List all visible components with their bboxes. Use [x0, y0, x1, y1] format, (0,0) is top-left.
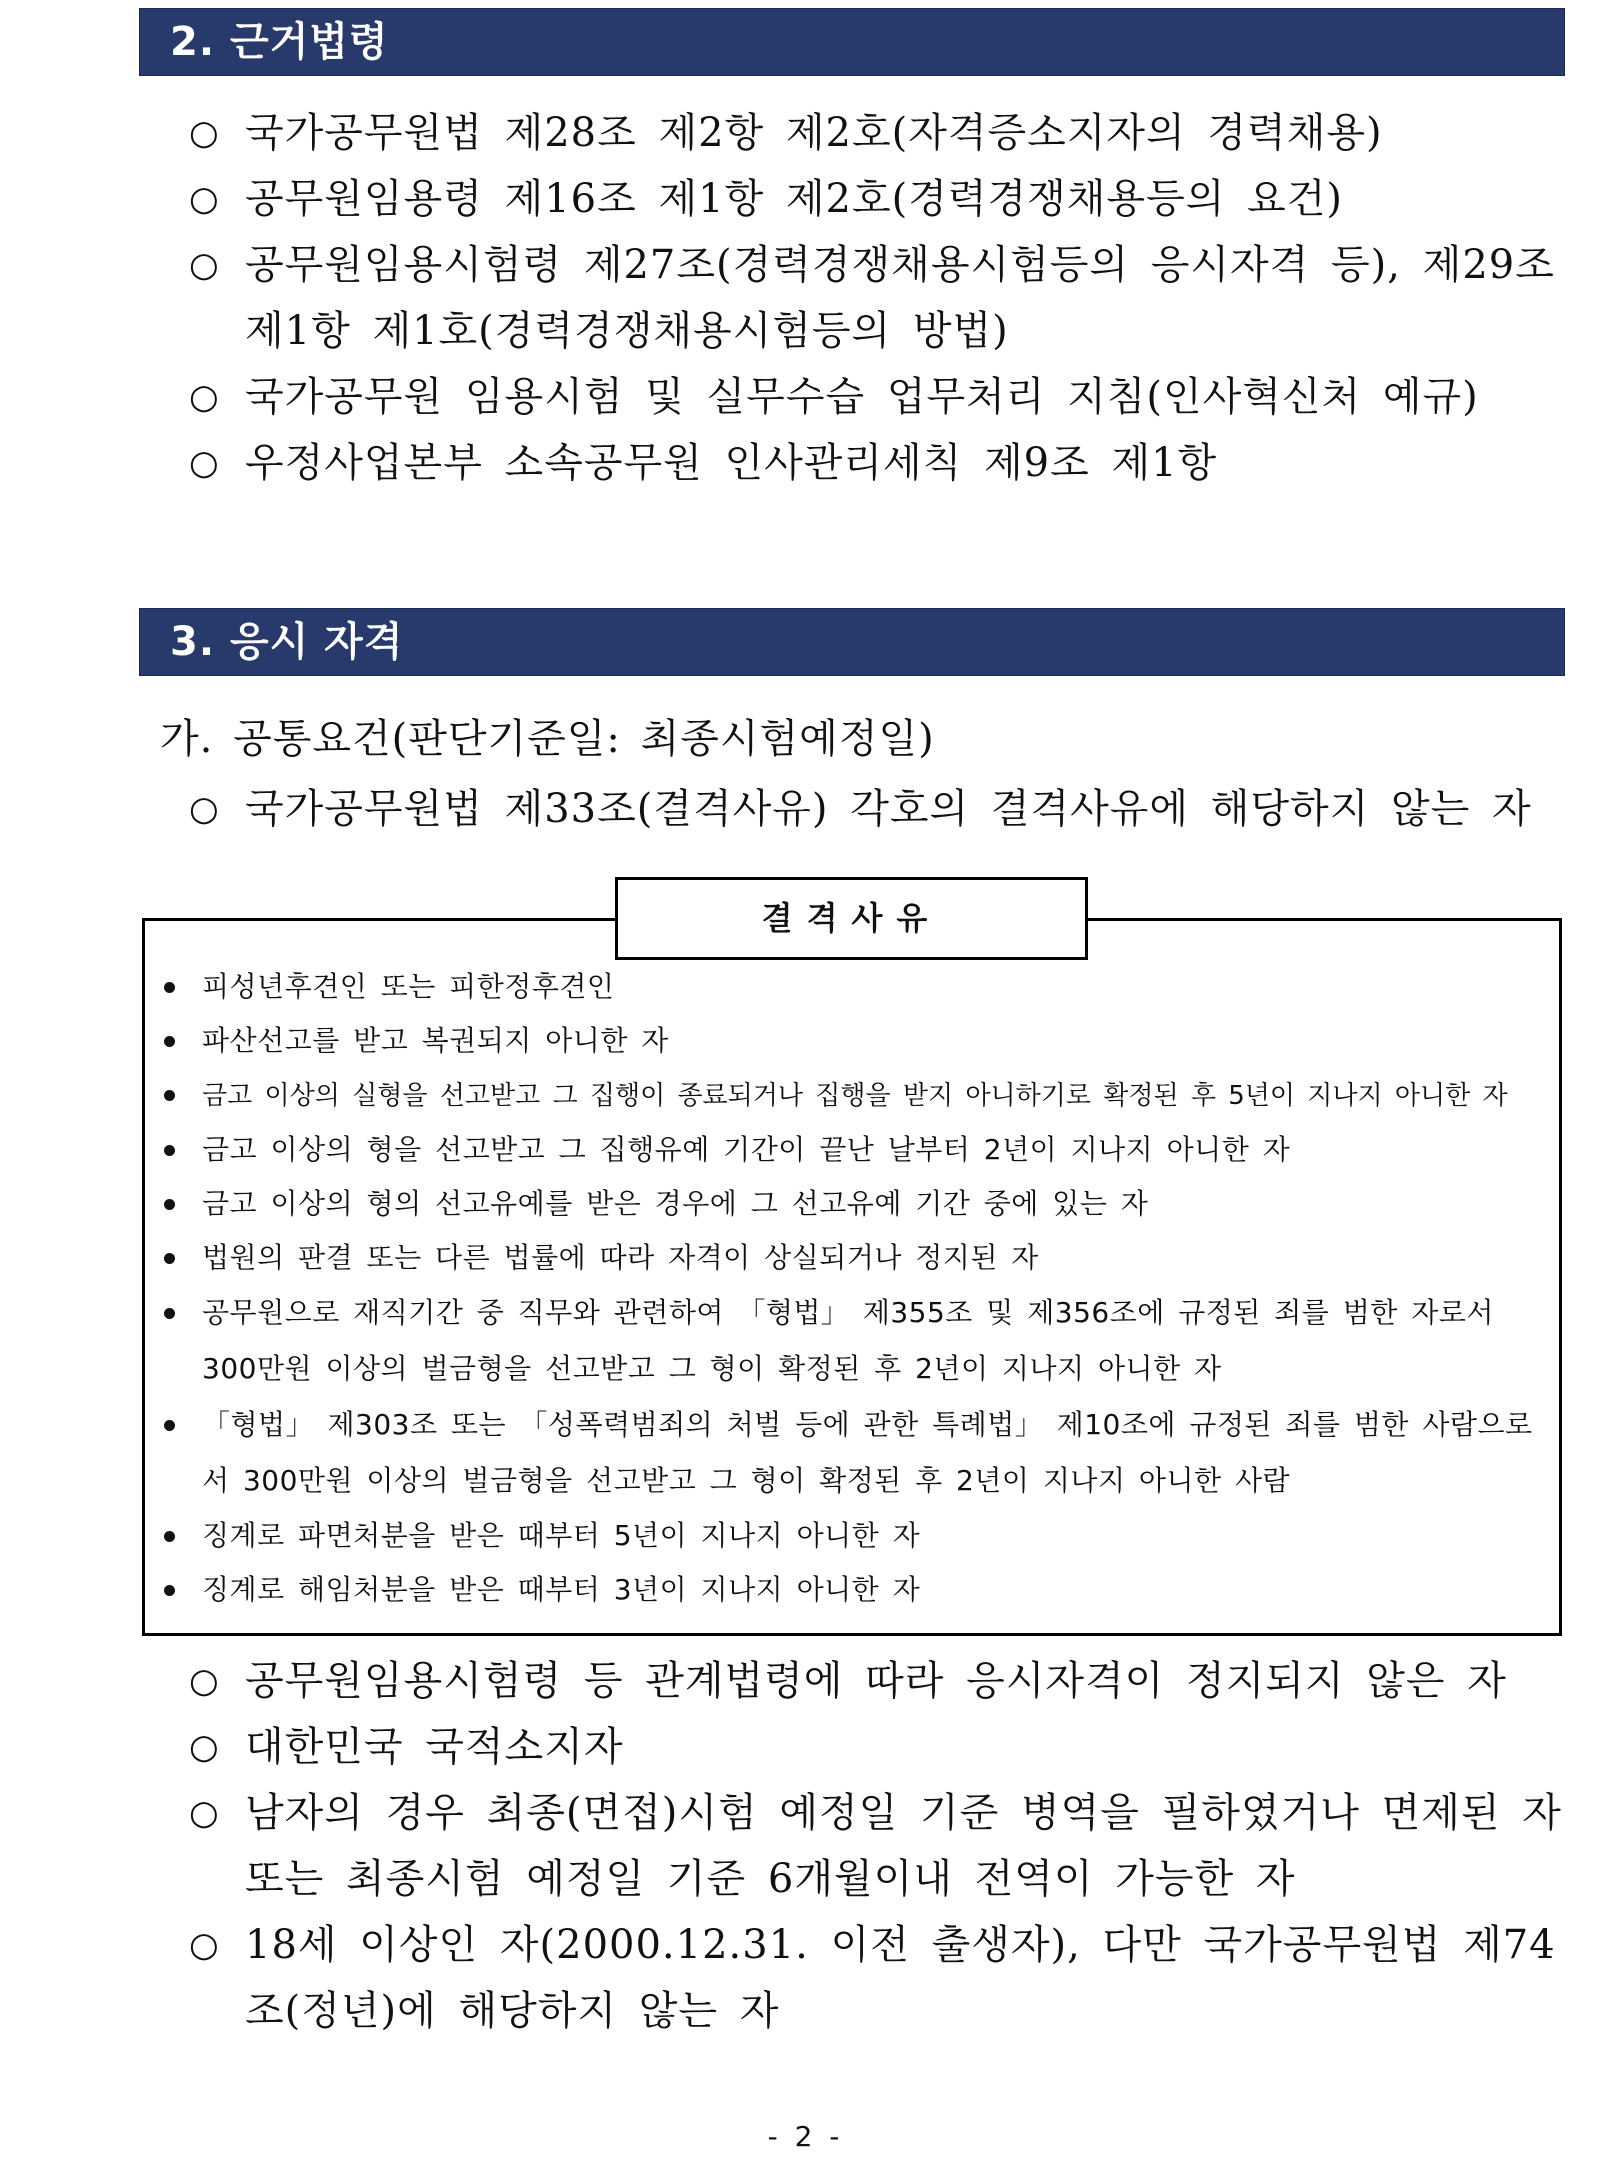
list-item [185, 364, 1565, 430]
list-item [185, 1780, 1565, 1912]
common-requirements-heading: 가. 공통요건(판단기준일: 최종시험예정일) [160, 716, 935, 762]
list-item-text: 국가공무원법 제33조(결격사유) 각호의 결격사유에 해당하지 않는 자 [245, 786, 1532, 832]
reason-text: 금고 이상의 형을 선고받고 그 집행유예 기간이 끝난 날부터 2년이 지나지 아니한 자 [202, 1133, 1291, 1166]
dot-bullet-icon [164, 1090, 175, 1101]
reason-text: 「형법」 제303조 또는 「성폭력범죄의 처벌 등에 관한 특례법」 제10조에 규정된 죄를 범한 사람으로서 300만원 이상의 벌금형을 선고받고 그 형이 확정된 후 2년이 지나지 아니한 사람 [202, 1408, 1533, 1497]
reason-item [160, 1397, 1550, 1509]
reason-text: 징계로 해임처분을 받은 때부터 3년이 지나지 아니한 자 [202, 1573, 921, 1606]
list-item [185, 1648, 1565, 1714]
reason-text: 피성년후견인 또는 피한정후견인 [202, 970, 615, 1003]
list-item [185, 776, 1565, 842]
reason-item [160, 1563, 1550, 1617]
list-item-text: 우정사업본부 소속공무원 인사관리세칙 제9조 제1항 [245, 440, 1218, 486]
dot-bullet-icon [164, 1036, 175, 1047]
dot-bullet-icon [164, 1585, 175, 1596]
reason-text: 파산선고를 받고 복권되지 아니한 자 [202, 1024, 669, 1057]
disqualification-box-title: 결격사유 [615, 877, 1088, 960]
list-item-text: 국가공무원 임용시험 및 실무수습 업무처리 지침(인사혁신처 예규) [245, 374, 1479, 420]
list-item-text: 공무원임용령 제16조 제1항 제2호(경력경쟁채용등의 요건) [245, 176, 1343, 222]
dot-bullet-icon [164, 1308, 175, 1319]
list-item-text: 국가공무원법 제28조 제2항 제2호(자격증소지자의 경력채용) [245, 110, 1383, 156]
list-item [185, 166, 1565, 232]
dot-bullet-icon [164, 1420, 175, 1431]
list-item-text: 18세 이상인 자(2000.12.31. 이전 출생자), 다만 국가공무원법 제74조(정년)에 해당하지 않는 자 [245, 1922, 1556, 2034]
reason-text: 법원의 판결 또는 다른 법률에 따라 자격이 상실되거나 정지된 자 [202, 1241, 1039, 1274]
dot-bullet-icon [164, 1531, 175, 1542]
reason-item [160, 1068, 1550, 1123]
list-item [185, 1912, 1565, 2044]
circle-bullet-icon: ○ [189, 443, 220, 483]
reason-item [160, 1014, 1550, 1068]
list-item [185, 232, 1565, 364]
circle-bullet-icon: ○ [189, 1925, 220, 1965]
circle-bullet-icon: ○ [189, 245, 220, 285]
reason-item [160, 960, 1550, 1014]
list-item-text: 남자의 경우 최종(면접)시험 예정일 기준 병역을 필하였거나 면제된 자 또는 최종시험 예정일 기준 6개월이내 전역이 가능한 자 [245, 1790, 1562, 1902]
reason-item [160, 1509, 1550, 1563]
reason-text: 징계로 파면처분을 받은 때부터 5년이 지나지 아니한 자 [202, 1519, 921, 1552]
legal-basis-list [185, 100, 1565, 496]
circle-bullet-icon: ○ [189, 789, 220, 829]
circle-bullet-icon: ○ [189, 1661, 220, 1701]
list-item [185, 1714, 1565, 1780]
list-item-text: 공무원임용시험령 등 관계법령에 따라 응시자격이 정지되지 않은 자 [245, 1658, 1507, 1704]
reason-text: 금고 이상의 실형을 선고받고 그 집행이 종료되거나 집행을 받지 아니하기로 확정된 후 5년이 지나지 아니한 자 [202, 1081, 1508, 1111]
reason-text: 공무원으로 재직기간 중 직무와 관련하여 「형법」 제355조 및 제356조에 규정된 죄를 범한 자로서 300만원 이상의 벌금형을 선고받고 그 형이 확정된 후 2년이 지나지 아니한 자 [202, 1296, 1494, 1385]
section-3-header: 3. 응시 자격 [139, 608, 1565, 676]
dot-bullet-icon [164, 1145, 175, 1156]
dot-bullet-icon [164, 982, 175, 993]
page-number: - 2 - [767, 2120, 844, 2153]
list-item-text: 대한민국 국적소지자 [245, 1724, 624, 1770]
requirements-list-bottom [185, 1648, 1565, 2044]
dot-bullet-icon [164, 1199, 175, 1210]
circle-bullet-icon: ○ [189, 1793, 220, 1833]
dot-bullet-icon [164, 1253, 175, 1264]
circle-bullet-icon: ○ [189, 113, 220, 153]
reason-text: 금고 이상의 형의 선고유예를 받은 경우에 그 선고유예 기간 중에 있는 자 [202, 1187, 1149, 1220]
list-item [185, 430, 1565, 496]
reason-item [160, 1285, 1550, 1397]
circle-bullet-icon: ○ [189, 179, 220, 219]
circle-bullet-icon: ○ [189, 1727, 220, 1767]
reason-item [160, 1231, 1550, 1285]
section-2-header: 2. 근거법령 [139, 8, 1565, 76]
reason-item [160, 1123, 1550, 1177]
circle-bullet-icon: ○ [189, 377, 220, 417]
list-item [185, 100, 1565, 166]
list-item-text: 공무원임용시험령 제27조(경력경쟁채용시험등의 응시자격 등), 제29조 제1항 제1호(경력경쟁채용시험등의 방법) [245, 242, 1555, 354]
disqualification-reasons-list [160, 960, 1550, 1617]
requirements-list-top [185, 776, 1565, 842]
reason-item [160, 1177, 1550, 1231]
